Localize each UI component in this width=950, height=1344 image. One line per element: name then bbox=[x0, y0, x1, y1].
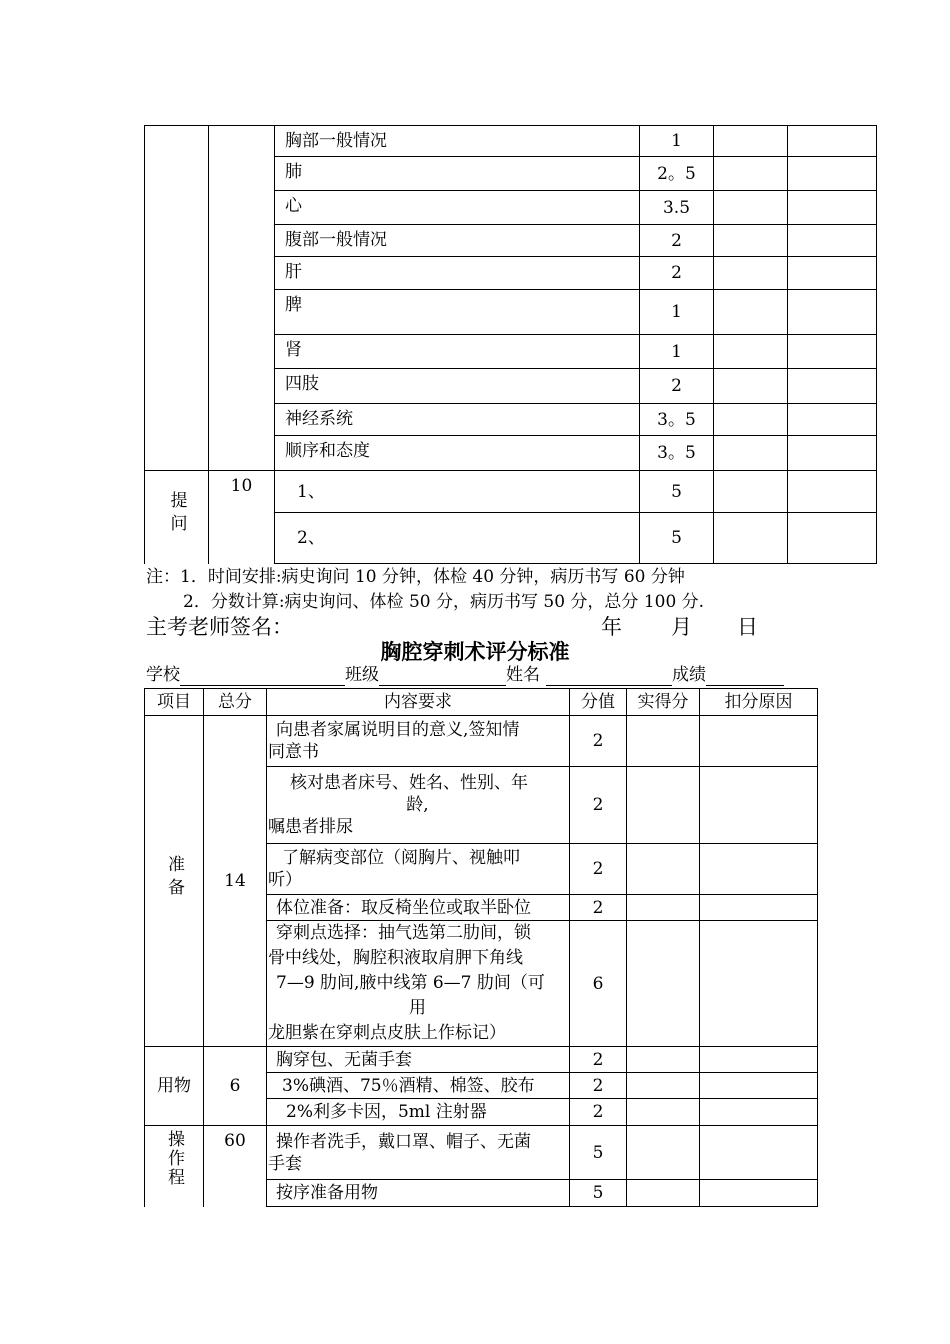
group-total-cell: 60 bbox=[204, 1126, 267, 1207]
score-cell: 3。5 bbox=[640, 436, 714, 471]
content-cell: 操作者洗手，戴口罩、帽子、无菌 手套 bbox=[267, 1126, 570, 1180]
score-cell: 2 bbox=[570, 1047, 627, 1073]
questions-category-cell bbox=[145, 471, 209, 564]
school-label: 学校 bbox=[146, 665, 180, 685]
content-cell: 肝 bbox=[275, 257, 640, 290]
content-cell: 穿刺点选择：抽气选第二肋间，锁 骨中线处，胸腔积液取肩胛下角线 7—9 肋间,腋中线第 6—7 肋间（可 用 龙胆紫在穿刺点皮肤上作标记） bbox=[267, 921, 570, 1047]
content-cell: 核对患者床号、姓名、性别、年 龄, 嘱患者排尿 bbox=[267, 767, 570, 844]
questions-total-cell: 10 bbox=[209, 471, 275, 564]
header-row bbox=[145, 689, 818, 716]
score-cell: 3。5 bbox=[640, 404, 714, 436]
earned-score-cell[interactable] bbox=[627, 844, 700, 895]
content-cell: 脾 bbox=[275, 290, 640, 335]
deduction-reason-cell[interactable] bbox=[700, 767, 818, 844]
date-day-label: 日 bbox=[737, 615, 758, 639]
deduction-reason-cell[interactable] bbox=[700, 895, 818, 921]
deduction-reason-cell[interactable] bbox=[700, 844, 818, 895]
class-label: 班级 bbox=[345, 665, 379, 685]
deduction-reason-cell[interactable] bbox=[788, 369, 877, 404]
score-cell: 2 bbox=[640, 369, 714, 404]
score-cell: 6 bbox=[570, 921, 627, 1047]
earned-score-cell[interactable] bbox=[714, 290, 788, 335]
deduction-reason-cell[interactable] bbox=[700, 1073, 818, 1099]
score-cell: 2 bbox=[570, 1099, 627, 1126]
thoracentesis-score-table bbox=[144, 688, 818, 1207]
content-cell: 胸部一般情况 bbox=[275, 126, 640, 157]
form-fields-row bbox=[146, 664, 784, 686]
header-item: 项目 bbox=[145, 689, 204, 716]
earned-score-cell[interactable] bbox=[714, 369, 788, 404]
content-cell: 向患者家属说明目的意义,签知情 同意书 bbox=[267, 716, 570, 767]
content-cell: 肺 bbox=[275, 157, 640, 191]
class-field[interactable] bbox=[379, 665, 506, 686]
header-score: 分值 bbox=[570, 689, 627, 716]
questions-label: 提问 bbox=[166, 491, 187, 538]
date-year-label: 年 bbox=[601, 615, 622, 639]
content-cell: 心 bbox=[275, 191, 640, 225]
earned-score-cell[interactable] bbox=[714, 225, 788, 257]
date-month-label: 月 bbox=[671, 615, 692, 639]
name-label: 姓名 bbox=[506, 665, 540, 685]
deduction-reason-cell[interactable] bbox=[788, 225, 877, 257]
table-row bbox=[145, 1047, 818, 1073]
earned-score-cell[interactable] bbox=[714, 436, 788, 471]
earned-score-cell[interactable] bbox=[714, 471, 788, 513]
score-cell: 5 bbox=[640, 471, 714, 513]
deduction-reason-cell[interactable] bbox=[788, 191, 877, 225]
content-cell: 3%碘酒、75％酒精、棉签、胶布 bbox=[267, 1073, 570, 1099]
group-name: 操作程 bbox=[164, 1130, 184, 1187]
deduction-reason-cell[interactable] bbox=[788, 471, 877, 513]
content-cell: 2、 bbox=[275, 513, 640, 564]
group-total-cell: 6 bbox=[204, 1047, 267, 1126]
content-cell: 2%利多卡因，5ml 注射器 bbox=[267, 1099, 570, 1126]
deduction-reason-cell[interactable] bbox=[788, 513, 877, 564]
header-content: 内容要求 bbox=[267, 689, 570, 716]
score-cell: 5 bbox=[570, 1180, 627, 1207]
deduction-reason-cell[interactable] bbox=[788, 436, 877, 471]
school-field[interactable] bbox=[180, 665, 345, 686]
earned-score-cell[interactable] bbox=[714, 126, 788, 157]
deduction-reason-cell[interactable] bbox=[700, 1099, 818, 1126]
exam-score-table-continued bbox=[144, 125, 877, 564]
score-field[interactable] bbox=[706, 665, 784, 686]
category-cell bbox=[145, 126, 209, 471]
score-cell: 2 bbox=[570, 844, 627, 895]
score-cell: 1 bbox=[640, 126, 714, 157]
score-cell: 2 bbox=[570, 767, 627, 844]
content-cell: 肾 bbox=[275, 335, 640, 369]
earned-score-cell[interactable] bbox=[714, 191, 788, 225]
earned-score-cell[interactable] bbox=[627, 1073, 700, 1099]
content-cell: 顺序和态度 bbox=[275, 436, 640, 471]
earned-score-cell[interactable] bbox=[627, 1099, 700, 1126]
earned-score-cell[interactable] bbox=[627, 716, 700, 767]
earned-score-cell[interactable] bbox=[627, 895, 700, 921]
score-cell: 5 bbox=[570, 1126, 627, 1180]
score-cell: 1 bbox=[640, 335, 714, 369]
deduction-reason-cell[interactable] bbox=[788, 404, 877, 436]
deduction-reason-cell[interactable] bbox=[700, 921, 818, 1047]
score-cell: 2 bbox=[640, 257, 714, 290]
earned-score-cell[interactable] bbox=[714, 404, 788, 436]
group-total-cell: 14 bbox=[204, 716, 267, 1047]
content-cell: 1、 bbox=[275, 471, 640, 513]
deduction-reason-cell[interactable] bbox=[788, 335, 877, 369]
content-cell: 了解病变部位（阅胸片、视触叩 听） bbox=[267, 844, 570, 895]
content-cell: 腹部一般情况 bbox=[275, 225, 640, 257]
earned-score-cell[interactable] bbox=[714, 157, 788, 191]
earned-score-cell[interactable] bbox=[714, 335, 788, 369]
earned-score-cell[interactable] bbox=[627, 767, 700, 844]
score-cell: 3.5 bbox=[640, 191, 714, 225]
form-title: 胸腔穿刺术评分标准 bbox=[380, 640, 570, 664]
content-cell: 四肢 bbox=[275, 369, 640, 404]
deduction-reason-cell[interactable] bbox=[700, 1047, 818, 1073]
content-cell: 按序准备用物 bbox=[267, 1180, 570, 1207]
table-row bbox=[145, 716, 818, 767]
deduction-reason-cell[interactable] bbox=[700, 716, 818, 767]
score-cell: 2。5 bbox=[640, 157, 714, 191]
earned-score-cell[interactable] bbox=[627, 1047, 700, 1073]
header-earned: 实得分 bbox=[627, 689, 700, 716]
note-time: 注：1．时间安排:病史询问 10 分钟，体检 40 分钟，病历书写 60 分钟 bbox=[146, 567, 685, 587]
header-deduction: 扣分原因 bbox=[700, 689, 818, 716]
group-name-cell bbox=[145, 716, 204, 1047]
deduction-reason-cell[interactable] bbox=[788, 290, 877, 335]
earned-score-cell[interactable] bbox=[627, 921, 700, 1047]
total-cell bbox=[209, 126, 275, 471]
content-cell: 体位准备：取反椅坐位或取半卧位 bbox=[267, 895, 570, 921]
content-cell: 胸穿包、无菌手套 bbox=[267, 1047, 570, 1073]
earned-score-cell[interactable] bbox=[627, 1180, 700, 1207]
score-cell: 2 bbox=[570, 1073, 627, 1099]
earned-score-cell[interactable] bbox=[714, 257, 788, 290]
score-cell: 2 bbox=[640, 225, 714, 257]
group-name-cell bbox=[145, 1126, 204, 1207]
deduction-reason-cell[interactable] bbox=[788, 257, 877, 290]
table-row bbox=[145, 126, 877, 157]
examiner-signature-label: 主考老师签名： bbox=[146, 615, 293, 639]
content-cell: 神经系统 bbox=[275, 404, 640, 436]
note-scoring: 2．分数计算:病史询问、体检 50 分，病历书写 50 分，总分 100 分. bbox=[183, 592, 705, 612]
score-cell: 5 bbox=[640, 513, 714, 564]
header-total: 总分 bbox=[204, 689, 267, 716]
earned-score-cell[interactable] bbox=[627, 1126, 700, 1180]
group-name-cell: 用物 bbox=[145, 1047, 204, 1126]
name-field[interactable] bbox=[546, 665, 672, 686]
table-row bbox=[145, 1126, 818, 1180]
score-cell: 1 bbox=[640, 290, 714, 335]
deduction-reason-cell[interactable] bbox=[700, 1180, 818, 1207]
score-cell: 2 bbox=[570, 716, 627, 767]
score-label: 成绩 bbox=[672, 665, 706, 685]
earned-score-cell[interactable] bbox=[714, 513, 788, 564]
deduction-reason-cell[interactable] bbox=[788, 126, 877, 157]
group-name: 准备 bbox=[164, 855, 184, 901]
deduction-reason-cell[interactable] bbox=[788, 157, 877, 191]
table-row bbox=[145, 471, 877, 513]
score-cell: 2 bbox=[570, 895, 627, 921]
deduction-reason-cell[interactable] bbox=[700, 1126, 818, 1180]
